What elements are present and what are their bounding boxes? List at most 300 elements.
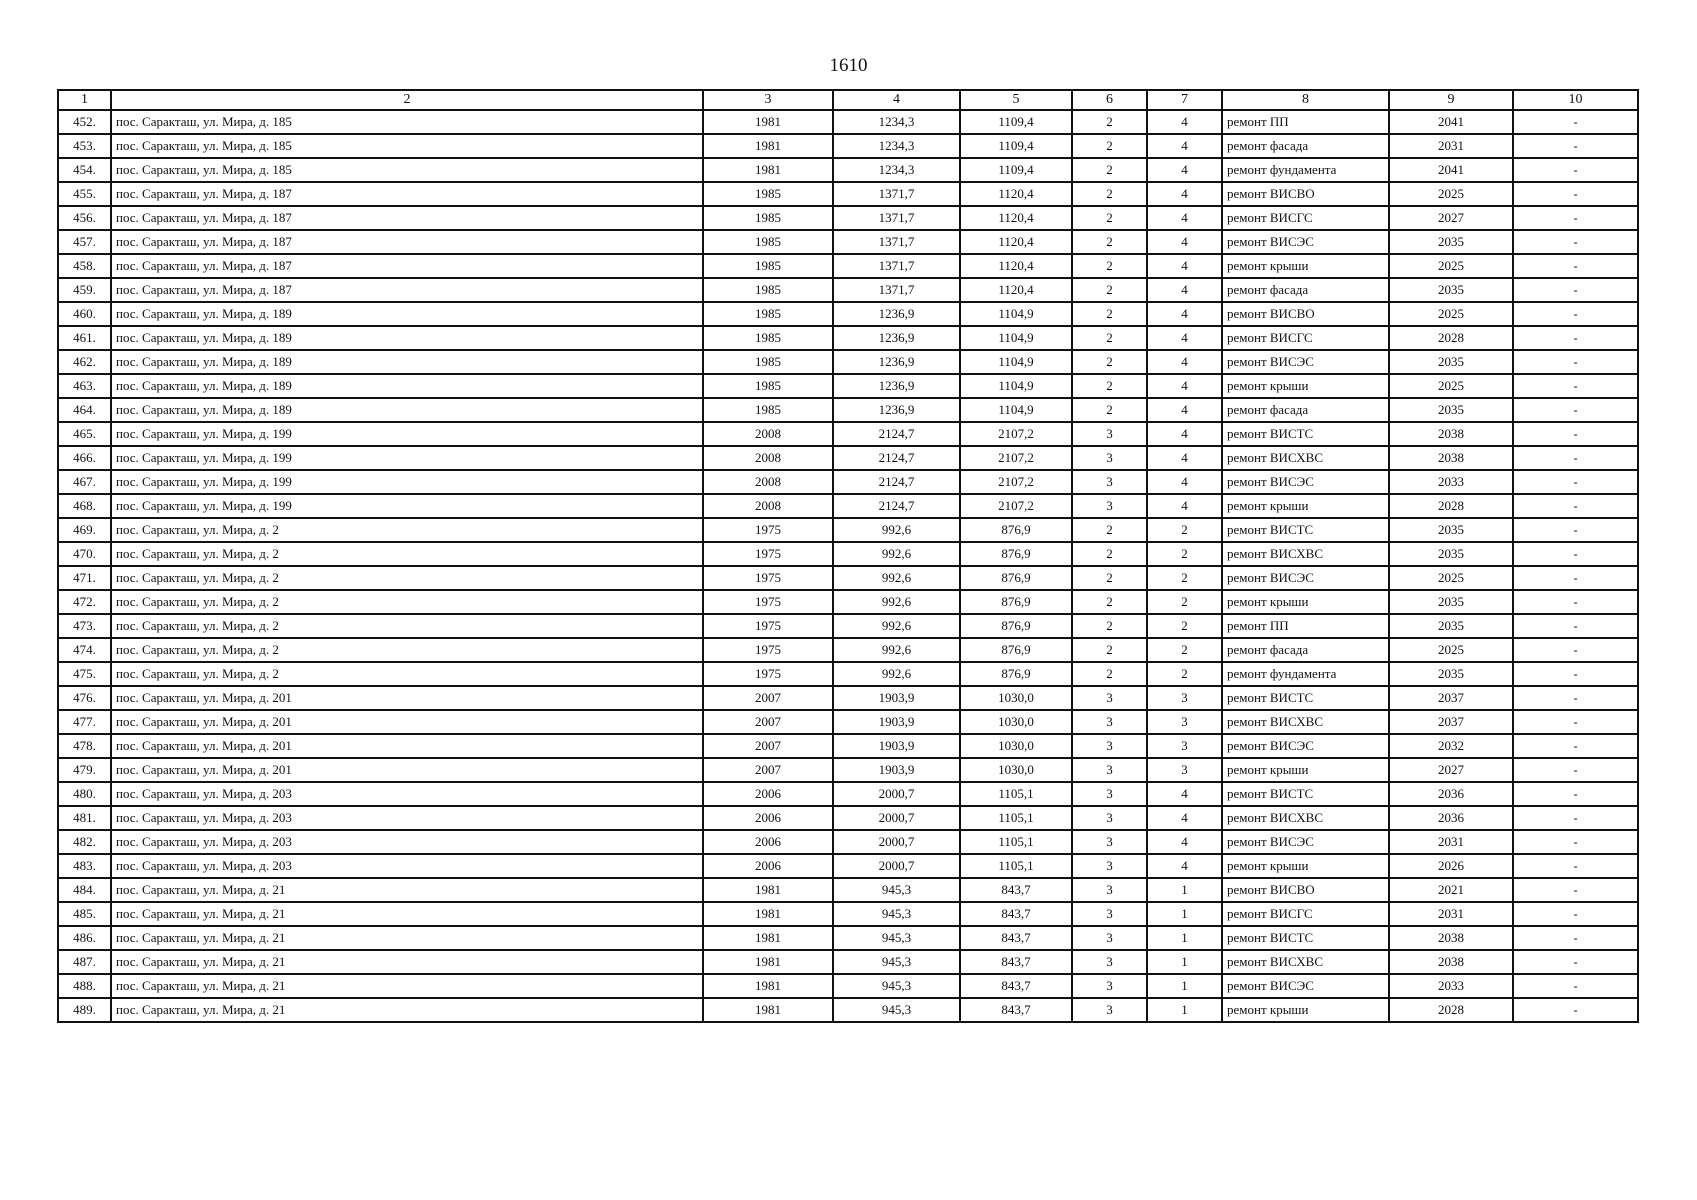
work-type-cell: ремонт ПП — [1222, 614, 1389, 638]
row-number-cell: 455. — [58, 182, 111, 206]
column-header: 9 — [1389, 90, 1513, 110]
note-cell: - — [1513, 686, 1638, 710]
column-header: 8 — [1222, 90, 1389, 110]
address-cell: пос. Саракташ, ул. Мира, д. 185 — [111, 134, 703, 158]
row-number-cell: 461. — [58, 326, 111, 350]
entrances-cell: 4 — [1147, 302, 1222, 326]
row-number-cell: 471. — [58, 566, 111, 590]
living-area-cell: 876,9 — [960, 566, 1072, 590]
table-row — [58, 374, 1638, 398]
planned-year-cell: 2031 — [1389, 134, 1513, 158]
row-number-cell: 487. — [58, 950, 111, 974]
floors-cell: 3 — [1072, 782, 1147, 806]
table-row — [58, 806, 1638, 830]
address-cell: пос. Саракташ, ул. Мира, д. 187 — [111, 278, 703, 302]
address-cell: пос. Саракташ, ул. Мира, д. 2 — [111, 638, 703, 662]
total-area-cell: 1234,3 — [833, 158, 960, 182]
address-cell: пос. Саракташ, ул. Мира, д. 2 — [111, 590, 703, 614]
living-area-cell: 2107,2 — [960, 494, 1072, 518]
floors-cell: 3 — [1072, 830, 1147, 854]
work-type-cell: ремонт ВИСТС — [1222, 422, 1389, 446]
note-cell: - — [1513, 422, 1638, 446]
row-number-cell: 460. — [58, 302, 111, 326]
planned-year-cell: 2028 — [1389, 494, 1513, 518]
table-header — [58, 90, 1638, 110]
floors-cell: 3 — [1072, 806, 1147, 830]
year-cell: 1985 — [703, 374, 833, 398]
total-area-cell: 2000,7 — [833, 854, 960, 878]
planned-year-cell: 2025 — [1389, 302, 1513, 326]
work-type-cell: ремонт фасада — [1222, 638, 1389, 662]
column-header: 7 — [1147, 90, 1222, 110]
row-number-cell: 481. — [58, 806, 111, 830]
row-number-cell: 472. — [58, 590, 111, 614]
total-area-cell: 2000,7 — [833, 806, 960, 830]
table-row — [58, 110, 1638, 134]
table-row — [58, 278, 1638, 302]
entrances-cell: 1 — [1147, 878, 1222, 902]
entrances-cell: 3 — [1147, 710, 1222, 734]
floors-cell: 3 — [1072, 974, 1147, 998]
table-row — [58, 638, 1638, 662]
row-number-cell: 475. — [58, 662, 111, 686]
living-area-cell: 843,7 — [960, 998, 1072, 1022]
entrances-cell: 4 — [1147, 854, 1222, 878]
address-cell: пос. Саракташ, ул. Мира, д. 2 — [111, 518, 703, 542]
living-area-cell: 1104,9 — [960, 350, 1072, 374]
row-number-cell: 462. — [58, 350, 111, 374]
floors-cell: 3 — [1072, 926, 1147, 950]
total-area-cell: 1371,7 — [833, 230, 960, 254]
note-cell: - — [1513, 206, 1638, 230]
year-cell: 1981 — [703, 110, 833, 134]
table-row — [58, 302, 1638, 326]
total-area-cell: 2000,7 — [833, 830, 960, 854]
year-cell: 1981 — [703, 950, 833, 974]
row-number-cell: 459. — [58, 278, 111, 302]
living-area-cell: 876,9 — [960, 662, 1072, 686]
living-area-cell: 1105,1 — [960, 854, 1072, 878]
table-row — [58, 542, 1638, 566]
work-type-cell: ремонт фасада — [1222, 398, 1389, 422]
work-type-cell: ремонт ВИСЭС — [1222, 230, 1389, 254]
row-number-cell: 457. — [58, 230, 111, 254]
year-cell: 1975 — [703, 518, 833, 542]
planned-year-cell: 2035 — [1389, 590, 1513, 614]
entrances-cell: 4 — [1147, 374, 1222, 398]
note-cell: - — [1513, 446, 1638, 470]
work-type-cell: ремонт ВИСТС — [1222, 686, 1389, 710]
work-type-cell: ремонт ВИСЭС — [1222, 566, 1389, 590]
note-cell: - — [1513, 302, 1638, 326]
living-area-cell: 2107,2 — [960, 470, 1072, 494]
note-cell: - — [1513, 110, 1638, 134]
planned-year-cell: 2038 — [1389, 446, 1513, 470]
total-area-cell: 1236,9 — [833, 302, 960, 326]
address-cell: пос. Саракташ, ул. Мира, д. 21 — [111, 926, 703, 950]
entrances-cell: 1 — [1147, 998, 1222, 1022]
entrances-cell: 2 — [1147, 638, 1222, 662]
table-row — [58, 686, 1638, 710]
entrances-cell: 4 — [1147, 230, 1222, 254]
entrances-cell: 4 — [1147, 470, 1222, 494]
entrances-cell: 3 — [1147, 686, 1222, 710]
total-area-cell: 992,6 — [833, 638, 960, 662]
year-cell: 1985 — [703, 278, 833, 302]
note-cell: - — [1513, 974, 1638, 998]
note-cell: - — [1513, 278, 1638, 302]
note-cell: - — [1513, 230, 1638, 254]
planned-year-cell: 2037 — [1389, 710, 1513, 734]
address-cell: пос. Саракташ, ул. Мира, д. 21 — [111, 998, 703, 1022]
row-number-cell: 465. — [58, 422, 111, 446]
row-number-cell: 473. — [58, 614, 111, 638]
address-cell: пос. Саракташ, ул. Мира, д. 187 — [111, 254, 703, 278]
planned-year-cell: 2021 — [1389, 878, 1513, 902]
table-row — [58, 854, 1638, 878]
total-area-cell: 1236,9 — [833, 398, 960, 422]
floors-cell: 3 — [1072, 446, 1147, 470]
living-area-cell: 1105,1 — [960, 782, 1072, 806]
entrances-cell: 4 — [1147, 326, 1222, 350]
work-type-cell: ремонт фасада — [1222, 278, 1389, 302]
living-area-cell: 876,9 — [960, 638, 1072, 662]
planned-year-cell: 2037 — [1389, 686, 1513, 710]
floors-cell: 3 — [1072, 950, 1147, 974]
table-row — [58, 350, 1638, 374]
note-cell: - — [1513, 326, 1638, 350]
planned-year-cell: 2027 — [1389, 206, 1513, 230]
year-cell: 1981 — [703, 974, 833, 998]
year-cell: 1981 — [703, 926, 833, 950]
living-area-cell: 876,9 — [960, 518, 1072, 542]
year-cell: 2006 — [703, 806, 833, 830]
floors-cell: 2 — [1072, 566, 1147, 590]
table-row — [58, 230, 1638, 254]
table-row — [58, 830, 1638, 854]
total-area-cell: 992,6 — [833, 518, 960, 542]
note-cell: - — [1513, 542, 1638, 566]
entrances-cell: 2 — [1147, 614, 1222, 638]
planned-year-cell: 2025 — [1389, 566, 1513, 590]
planned-year-cell: 2035 — [1389, 614, 1513, 638]
year-cell: 1975 — [703, 614, 833, 638]
row-number-cell: 474. — [58, 638, 111, 662]
note-cell: - — [1513, 806, 1638, 830]
planned-year-cell: 2041 — [1389, 158, 1513, 182]
floors-cell: 3 — [1072, 710, 1147, 734]
entrances-cell: 4 — [1147, 422, 1222, 446]
entrances-cell: 4 — [1147, 830, 1222, 854]
entrances-cell: 4 — [1147, 182, 1222, 206]
table-row — [58, 134, 1638, 158]
work-type-cell: ремонт ВИСТС — [1222, 782, 1389, 806]
address-cell: пос. Саракташ, ул. Мира, д. 2 — [111, 614, 703, 638]
address-cell: пос. Саракташ, ул. Мира, д. 21 — [111, 902, 703, 926]
floors-cell: 2 — [1072, 230, 1147, 254]
work-type-cell: ремонт крыши — [1222, 758, 1389, 782]
floors-cell: 3 — [1072, 998, 1147, 1022]
floors-cell: 3 — [1072, 902, 1147, 926]
entrances-cell: 2 — [1147, 542, 1222, 566]
address-cell: пос. Саракташ, ул. Мира, д. 21 — [111, 974, 703, 998]
total-area-cell: 2124,7 — [833, 470, 960, 494]
work-type-cell: ремонт крыши — [1222, 998, 1389, 1022]
year-cell: 2006 — [703, 830, 833, 854]
total-area-cell: 1903,9 — [833, 710, 960, 734]
year-cell: 1985 — [703, 230, 833, 254]
year-cell: 1985 — [703, 326, 833, 350]
year-cell: 2006 — [703, 782, 833, 806]
table-row — [58, 566, 1638, 590]
row-number-cell: 456. — [58, 206, 111, 230]
total-area-cell: 992,6 — [833, 566, 960, 590]
entrances-cell: 2 — [1147, 662, 1222, 686]
floors-cell: 2 — [1072, 326, 1147, 350]
entrances-cell: 4 — [1147, 254, 1222, 278]
address-cell: пос. Саракташ, ул. Мира, д. 203 — [111, 854, 703, 878]
table-row — [58, 878, 1638, 902]
floors-cell: 2 — [1072, 206, 1147, 230]
floors-cell: 2 — [1072, 350, 1147, 374]
row-number-cell: 486. — [58, 926, 111, 950]
year-cell: 2008 — [703, 470, 833, 494]
floors-cell: 3 — [1072, 686, 1147, 710]
floors-cell: 2 — [1072, 134, 1147, 158]
total-area-cell: 1903,9 — [833, 686, 960, 710]
table-row — [58, 182, 1638, 206]
living-area-cell: 1120,4 — [960, 182, 1072, 206]
living-area-cell: 1109,4 — [960, 110, 1072, 134]
address-cell: пос. Саракташ, ул. Мира, д. 203 — [111, 782, 703, 806]
entrances-cell: 4 — [1147, 806, 1222, 830]
planned-year-cell: 2038 — [1389, 926, 1513, 950]
living-area-cell: 876,9 — [960, 614, 1072, 638]
work-type-cell: ремонт ВИСЭС — [1222, 830, 1389, 854]
planned-year-cell: 2036 — [1389, 782, 1513, 806]
address-cell: пос. Саракташ, ул. Мира, д. 199 — [111, 470, 703, 494]
floors-cell: 2 — [1072, 158, 1147, 182]
table-row — [58, 902, 1638, 926]
work-type-cell: ремонт ВИСТС — [1222, 926, 1389, 950]
planned-year-cell: 2027 — [1389, 758, 1513, 782]
work-type-cell: ремонт крыши — [1222, 374, 1389, 398]
year-cell: 1985 — [703, 350, 833, 374]
work-type-cell: ремонт крыши — [1222, 254, 1389, 278]
planned-year-cell: 2028 — [1389, 998, 1513, 1022]
entrances-cell: 4 — [1147, 350, 1222, 374]
total-area-cell: 945,3 — [833, 950, 960, 974]
year-cell: 2006 — [703, 854, 833, 878]
floors-cell: 3 — [1072, 734, 1147, 758]
table-body — [58, 110, 1638, 1022]
year-cell: 1985 — [703, 302, 833, 326]
planned-year-cell: 2035 — [1389, 542, 1513, 566]
total-area-cell: 945,3 — [833, 926, 960, 950]
entrances-cell: 4 — [1147, 398, 1222, 422]
total-area-cell: 945,3 — [833, 902, 960, 926]
work-type-cell: ремонт ВИСЭС — [1222, 350, 1389, 374]
address-cell: пос. Саракташ, ул. Мира, д. 185 — [111, 110, 703, 134]
address-cell: пос. Саракташ, ул. Мира, д. 187 — [111, 206, 703, 230]
table-row — [58, 950, 1638, 974]
row-number-cell: 485. — [58, 902, 111, 926]
planned-year-cell: 2033 — [1389, 974, 1513, 998]
column-header: 3 — [703, 90, 833, 110]
planned-year-cell: 2035 — [1389, 278, 1513, 302]
planned-year-cell: 2031 — [1389, 830, 1513, 854]
note-cell: - — [1513, 566, 1638, 590]
note-cell: - — [1513, 950, 1638, 974]
table-row — [58, 422, 1638, 446]
year-cell: 1975 — [703, 638, 833, 662]
work-type-cell: ремонт ВИСТС — [1222, 518, 1389, 542]
row-number-cell: 477. — [58, 710, 111, 734]
total-area-cell: 945,3 — [833, 998, 960, 1022]
table-row — [58, 518, 1638, 542]
address-cell: пос. Саракташ, ул. Мира, д. 189 — [111, 374, 703, 398]
total-area-cell: 1236,9 — [833, 374, 960, 398]
row-number-cell: 463. — [58, 374, 111, 398]
year-cell: 1981 — [703, 902, 833, 926]
entrances-cell: 4 — [1147, 494, 1222, 518]
address-cell: пос. Саракташ, ул. Мира, д. 189 — [111, 398, 703, 422]
total-area-cell: 992,6 — [833, 590, 960, 614]
floors-cell: 3 — [1072, 854, 1147, 878]
table-row — [58, 614, 1638, 638]
row-number-cell: 458. — [58, 254, 111, 278]
row-number-cell: 464. — [58, 398, 111, 422]
column-header: 1 — [58, 90, 111, 110]
note-cell: - — [1513, 614, 1638, 638]
year-cell: 1981 — [703, 158, 833, 182]
work-type-cell: ремонт ПП — [1222, 110, 1389, 134]
floors-cell: 3 — [1072, 422, 1147, 446]
year-cell: 2008 — [703, 446, 833, 470]
floors-cell: 2 — [1072, 662, 1147, 686]
address-cell: пос. Саракташ, ул. Мира, д. 199 — [111, 422, 703, 446]
work-type-cell: ремонт ВИСЭС — [1222, 470, 1389, 494]
column-header: 5 — [960, 90, 1072, 110]
address-cell: пос. Саракташ, ул. Мира, д. 201 — [111, 734, 703, 758]
note-cell: - — [1513, 470, 1638, 494]
living-area-cell: 843,7 — [960, 878, 1072, 902]
row-number-cell: 466. — [58, 446, 111, 470]
column-header: 2 — [111, 90, 703, 110]
living-area-cell: 1104,9 — [960, 398, 1072, 422]
work-type-cell: ремонт ВИСХВС — [1222, 710, 1389, 734]
work-type-cell: ремонт ВИСВО — [1222, 878, 1389, 902]
note-cell: - — [1513, 590, 1638, 614]
living-area-cell: 1104,9 — [960, 326, 1072, 350]
living-area-cell: 2107,2 — [960, 422, 1072, 446]
living-area-cell: 876,9 — [960, 542, 1072, 566]
table-row — [58, 926, 1638, 950]
entrances-cell: 1 — [1147, 974, 1222, 998]
address-cell: пос. Саракташ, ул. Мира, д. 189 — [111, 350, 703, 374]
planned-year-cell: 2035 — [1389, 398, 1513, 422]
row-number-cell: 482. — [58, 830, 111, 854]
note-cell: - — [1513, 854, 1638, 878]
column-header: 10 — [1513, 90, 1638, 110]
address-cell: пос. Саракташ, ул. Мира, д. 199 — [111, 494, 703, 518]
address-cell: пос. Саракташ, ул. Мира, д. 2 — [111, 542, 703, 566]
total-area-cell: 1236,9 — [833, 350, 960, 374]
work-type-cell: ремонт крыши — [1222, 494, 1389, 518]
note-cell: - — [1513, 350, 1638, 374]
total-area-cell: 992,6 — [833, 662, 960, 686]
floors-cell: 2 — [1072, 398, 1147, 422]
year-cell: 2007 — [703, 758, 833, 782]
address-cell: пос. Саракташ, ул. Мира, д. 2 — [111, 662, 703, 686]
address-cell: пос. Саракташ, ул. Мира, д. 189 — [111, 326, 703, 350]
planned-year-cell: 2035 — [1389, 518, 1513, 542]
table-row — [58, 734, 1638, 758]
note-cell: - — [1513, 134, 1638, 158]
register-table — [57, 89, 1639, 1023]
work-type-cell: ремонт ВИСЭС — [1222, 974, 1389, 998]
floors-cell: 2 — [1072, 614, 1147, 638]
table-row — [58, 326, 1638, 350]
table-row — [58, 974, 1638, 998]
table-row — [58, 446, 1638, 470]
total-area-cell: 945,3 — [833, 974, 960, 998]
floors-cell: 2 — [1072, 110, 1147, 134]
planned-year-cell: 2035 — [1389, 230, 1513, 254]
living-area-cell: 1030,0 — [960, 734, 1072, 758]
living-area-cell: 1030,0 — [960, 686, 1072, 710]
living-area-cell: 1120,4 — [960, 278, 1072, 302]
total-area-cell: 1371,7 — [833, 182, 960, 206]
work-type-cell: ремонт фундамента — [1222, 662, 1389, 686]
total-area-cell: 1234,3 — [833, 110, 960, 134]
work-type-cell: ремонт ВИСЭС — [1222, 734, 1389, 758]
floors-cell: 2 — [1072, 542, 1147, 566]
note-cell: - — [1513, 902, 1638, 926]
work-type-cell: ремонт фундамента — [1222, 158, 1389, 182]
table-row — [58, 590, 1638, 614]
note-cell: - — [1513, 494, 1638, 518]
living-area-cell: 843,7 — [960, 926, 1072, 950]
total-area-cell: 2124,7 — [833, 422, 960, 446]
entrances-cell: 4 — [1147, 782, 1222, 806]
row-number-cell: 478. — [58, 734, 111, 758]
work-type-cell: ремонт ВИСХВС — [1222, 542, 1389, 566]
address-cell: пос. Саракташ, ул. Мира, д. 21 — [111, 950, 703, 974]
living-area-cell: 1109,4 — [960, 134, 1072, 158]
address-cell: пос. Саракташ, ул. Мира, д. 201 — [111, 758, 703, 782]
work-type-cell: ремонт ВИСВО — [1222, 182, 1389, 206]
address-cell: пос. Саракташ, ул. Мира, д. 203 — [111, 830, 703, 854]
row-number-cell: 489. — [58, 998, 111, 1022]
note-cell: - — [1513, 830, 1638, 854]
planned-year-cell: 2035 — [1389, 350, 1513, 374]
floors-cell: 2 — [1072, 302, 1147, 326]
table-row — [58, 782, 1638, 806]
planned-year-cell: 2031 — [1389, 902, 1513, 926]
planned-year-cell: 2035 — [1389, 662, 1513, 686]
note-cell: - — [1513, 782, 1638, 806]
entrances-cell: 4 — [1147, 446, 1222, 470]
row-number-cell: 469. — [58, 518, 111, 542]
entrances-cell: 1 — [1147, 926, 1222, 950]
work-type-cell: ремонт фасада — [1222, 134, 1389, 158]
note-cell: - — [1513, 254, 1638, 278]
year-cell: 2008 — [703, 494, 833, 518]
column-header: 4 — [833, 90, 960, 110]
row-number-cell: 467. — [58, 470, 111, 494]
table-row — [58, 158, 1638, 182]
